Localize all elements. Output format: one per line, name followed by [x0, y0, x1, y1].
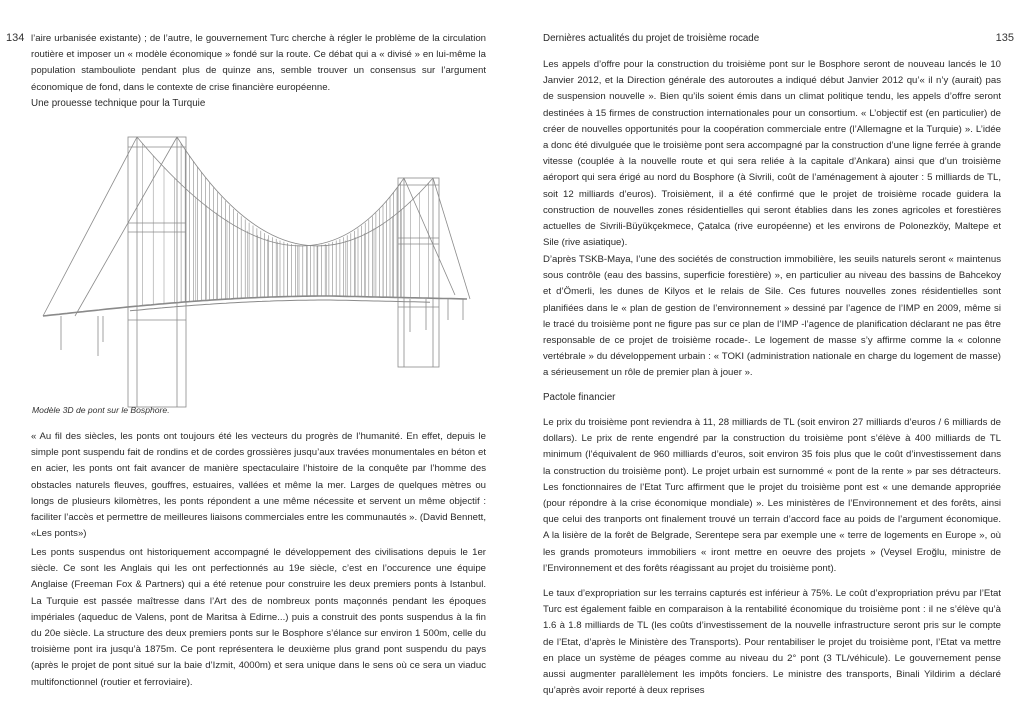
section-heading-prouesse: Une prouesse technique pour la Turquie: [31, 98, 206, 109]
bridge-3d-model-figure: [30, 120, 500, 410]
page-number-left: 134: [6, 32, 25, 44]
page-number-right: 135: [995, 32, 1014, 44]
bridge-deck-edge: [130, 300, 430, 311]
section-heading-pactole: Pactole financier: [543, 392, 616, 403]
intro-paragraph: l’aire urbanisée existante) ; de l’autre, le gouvernement Turc cherche à régler le problème de la circulation routière et imposer un « modèle économique » fondé sur la route. Ce débat qui a « divisé » en lui-même la population stambouliote pendant plus de quinze ans, semble trouver un consensus sur l’argument économique de fond, dans le contexte de crise financière européenne.: [31, 33, 486, 93]
right-page: [512, 0, 1024, 724]
quote-paragraph: « Au fil des siècles, les ponts ont toujours été les vecteurs du progrès de l’humanité. En effet, depuis le simple pont suspendu fait de rondins et de cordes grossières jusqu’aux travées monumentales en béton et en acier, les ponts ont fait avancer de manière spectaculaire l’histoire de la conquête par l’homme des obstacles naturels fleuves, gouffres, estuaires, vallées et même la mer. Larges de quelques mètres ou longs de plusieurs kilomètres, les ponts répondent a une même nécessite et servent un même objectif : faciliter l’accès et permettre de meilleures liaisons commerciales entre les communautés ». (David Bennett, «Les ponts»): [31, 431, 486, 540]
history-paragraph: Les ponts suspendus ont historiquement accompagné le développement des civilisations depuis le 1er siècle. Ce sont les Anglais qui les ont perfectionnés au 19e siècle, c’est en l’occurence une équipe Anglaise (Freeman Fox & Partners) qui a été retenue pour construire les deux premiers ponts à Istanbul. La Turquie est passée maîtresse dans l’Art des de nombreux ponts maçonnés pendant les époques impériales (aqueduc de Valens, pont de Maritsa à Edirne...) puis a construit des ponts suspendus à la fin du 20e siècle. La structure des deux premiers ponts sur le Bosphore s’élance sur environ 1 500m, celle du troisième pont ira jusqu’à 1875m. Ce pont représentera le deuxième plus grand pont suspendu du pays (après le projet de pont situé sur la baie d’Izmit, 4000m) et sera unique dans le sens où ce sera un viaduc multifonctionnel (routier et ferroviaire).: [31, 547, 486, 688]
figure-caption: Modèle 3D de pont sur le Bosphore.: [32, 405, 170, 415]
backstay-cable: [433, 178, 470, 299]
backstay-cable: [404, 178, 455, 295]
section-heading-actualites: Dernières actualités du projet de troisième rocade: [543, 33, 760, 44]
paragraph-prix-pont: Le prix du troisième pont reviendra à 11, 28 milliards de TL (soit environ 27 milliards d’euros / 6 milliards de dollars). Le prix de rente engendré par la construction du troisième pont s’élève à 400 milliards de TL minimum (l’équivalent de 960 milliards d’euros, soit environ 35 fois plus que le coût d’investissement dans la construction du troisième pont). Le projet urbain est surnommé « pont de la rente » par ses détracteurs. Les fonctionnaires de l’Etat Turc affirment que le projet du troisième pont est « une demande appropriée (pour répondre à la crise économique mondiale) ». Les ministères de l’Environnement et des forêts, ainsi que celui des tranports ont finalement trouvé un terrain d’accord face au poids de l’argument économique. A la lisière de la forêt de Belgrade, Serentepe sera par exemple une « terre de logements en Europe », où les grands promoteurs immobiliers « iront mettre en oeuvre des projets » (Veysel Eroğlu, ministre de l’Environnement et des forêts réagissant au projet du troisième pont).: [543, 417, 1001, 574]
paragraph-appels-offre: Les appels d’offre pour la construction du troisième pont sur le Bosphore seront de nouveau lancés le 10 Janvier 2012, et la Direction générale des autoroutes a indiqué début Janvier 2012 qu’« il n’y (aurait) pas de suspension nouvelle ». Bien qu’ils soient émis dans un climat politique tendu, les appels d’offre seront destinées à 15 firmes de construction internationales pour un consortium. « L’objectif est (en particulier) de créer de nouvelles opportunités pour la coopération commerciale entre (l’Allemagne et la Turquie) ». L’idée a donc été divulguée que le troisième pont sera accompagné par la construction d’une ligne ferrée à grande vitesse (couplée à la nouvelle route et qui sera reliée à la capitale d’Ankara) ainsi que d’un troisième aéroport qui sera érigé au nord du Bosphore (à Sivrili, coût de l’aménagement à ajouter : 5 milliards de TL, soit 12 milliards d’euros). Troisièment, il a été confirmé que le projet de troisième rocade guidera la construction de nouvelles zones résidentielles qui seront établies dans les zones agricoles et forestières actuelles de Sivrili-Büyükçekmece, Çatalca (rive européenne) et les environs de Polonezköy, Maltepe et Sile (rive asiatique).: [543, 59, 1001, 249]
paragraph-tskb-maya: D’après TSKB-Maya, l’une des sociétés de construction immobilière, les seuils naturels seront « maintenus sous contrôle (eau des bassins, superficie forestière) », en particulier au niveau des bassins de Bahcekoy et d’Ömerli, les dunes de Kilyos et le relais de Sile. Ces futures nouvelles zones résidentielles sont planifiées dans le « plan de gestion de l’environnement » dessiné par l’agence de l’IMP en 2009, même si le tracé du troisième pont ne figure pas sur ce plan de l’IMP -l’agence de planification déclarant ne pas être responsable de ce projet de troisième rocade-. Le logement de masse s’y affirme comme la « colonne vertébrale » du développement urbain : « TOKI (administration nationale en charge du logement de masse) a sérieusement un rôle de premier plan à jouer ».: [543, 254, 1001, 379]
bridge-deck: [43, 296, 467, 316]
paragraph-expropriation: Le taux d’expropriation sur les terrains capturés est inférieur à 75%. Le coût d’expropriation prévu par l’Etat Turc est également faible en comparaison à la rentabilité économique du troisième pont : il ne s’élève qu’à 1.6 à 1.8 milliards de TL (les coûts d’investissement de la nouvelle infrastructure seront pris sur le compte de l’Etat, d’après le Ministère des Transports). Pour rentabiliser le projet du troisième pont, l’Etat va mettre en place un système de péages comme au niveau du 2° pont (3 TL/véhicule). Le gouvernement pense aussi augmenter parallèlement les impôts fonciers. Le ministre des transports, Binali Yildirim a déclaré qu’après avoir reporté à deux reprises: [543, 588, 1001, 697]
